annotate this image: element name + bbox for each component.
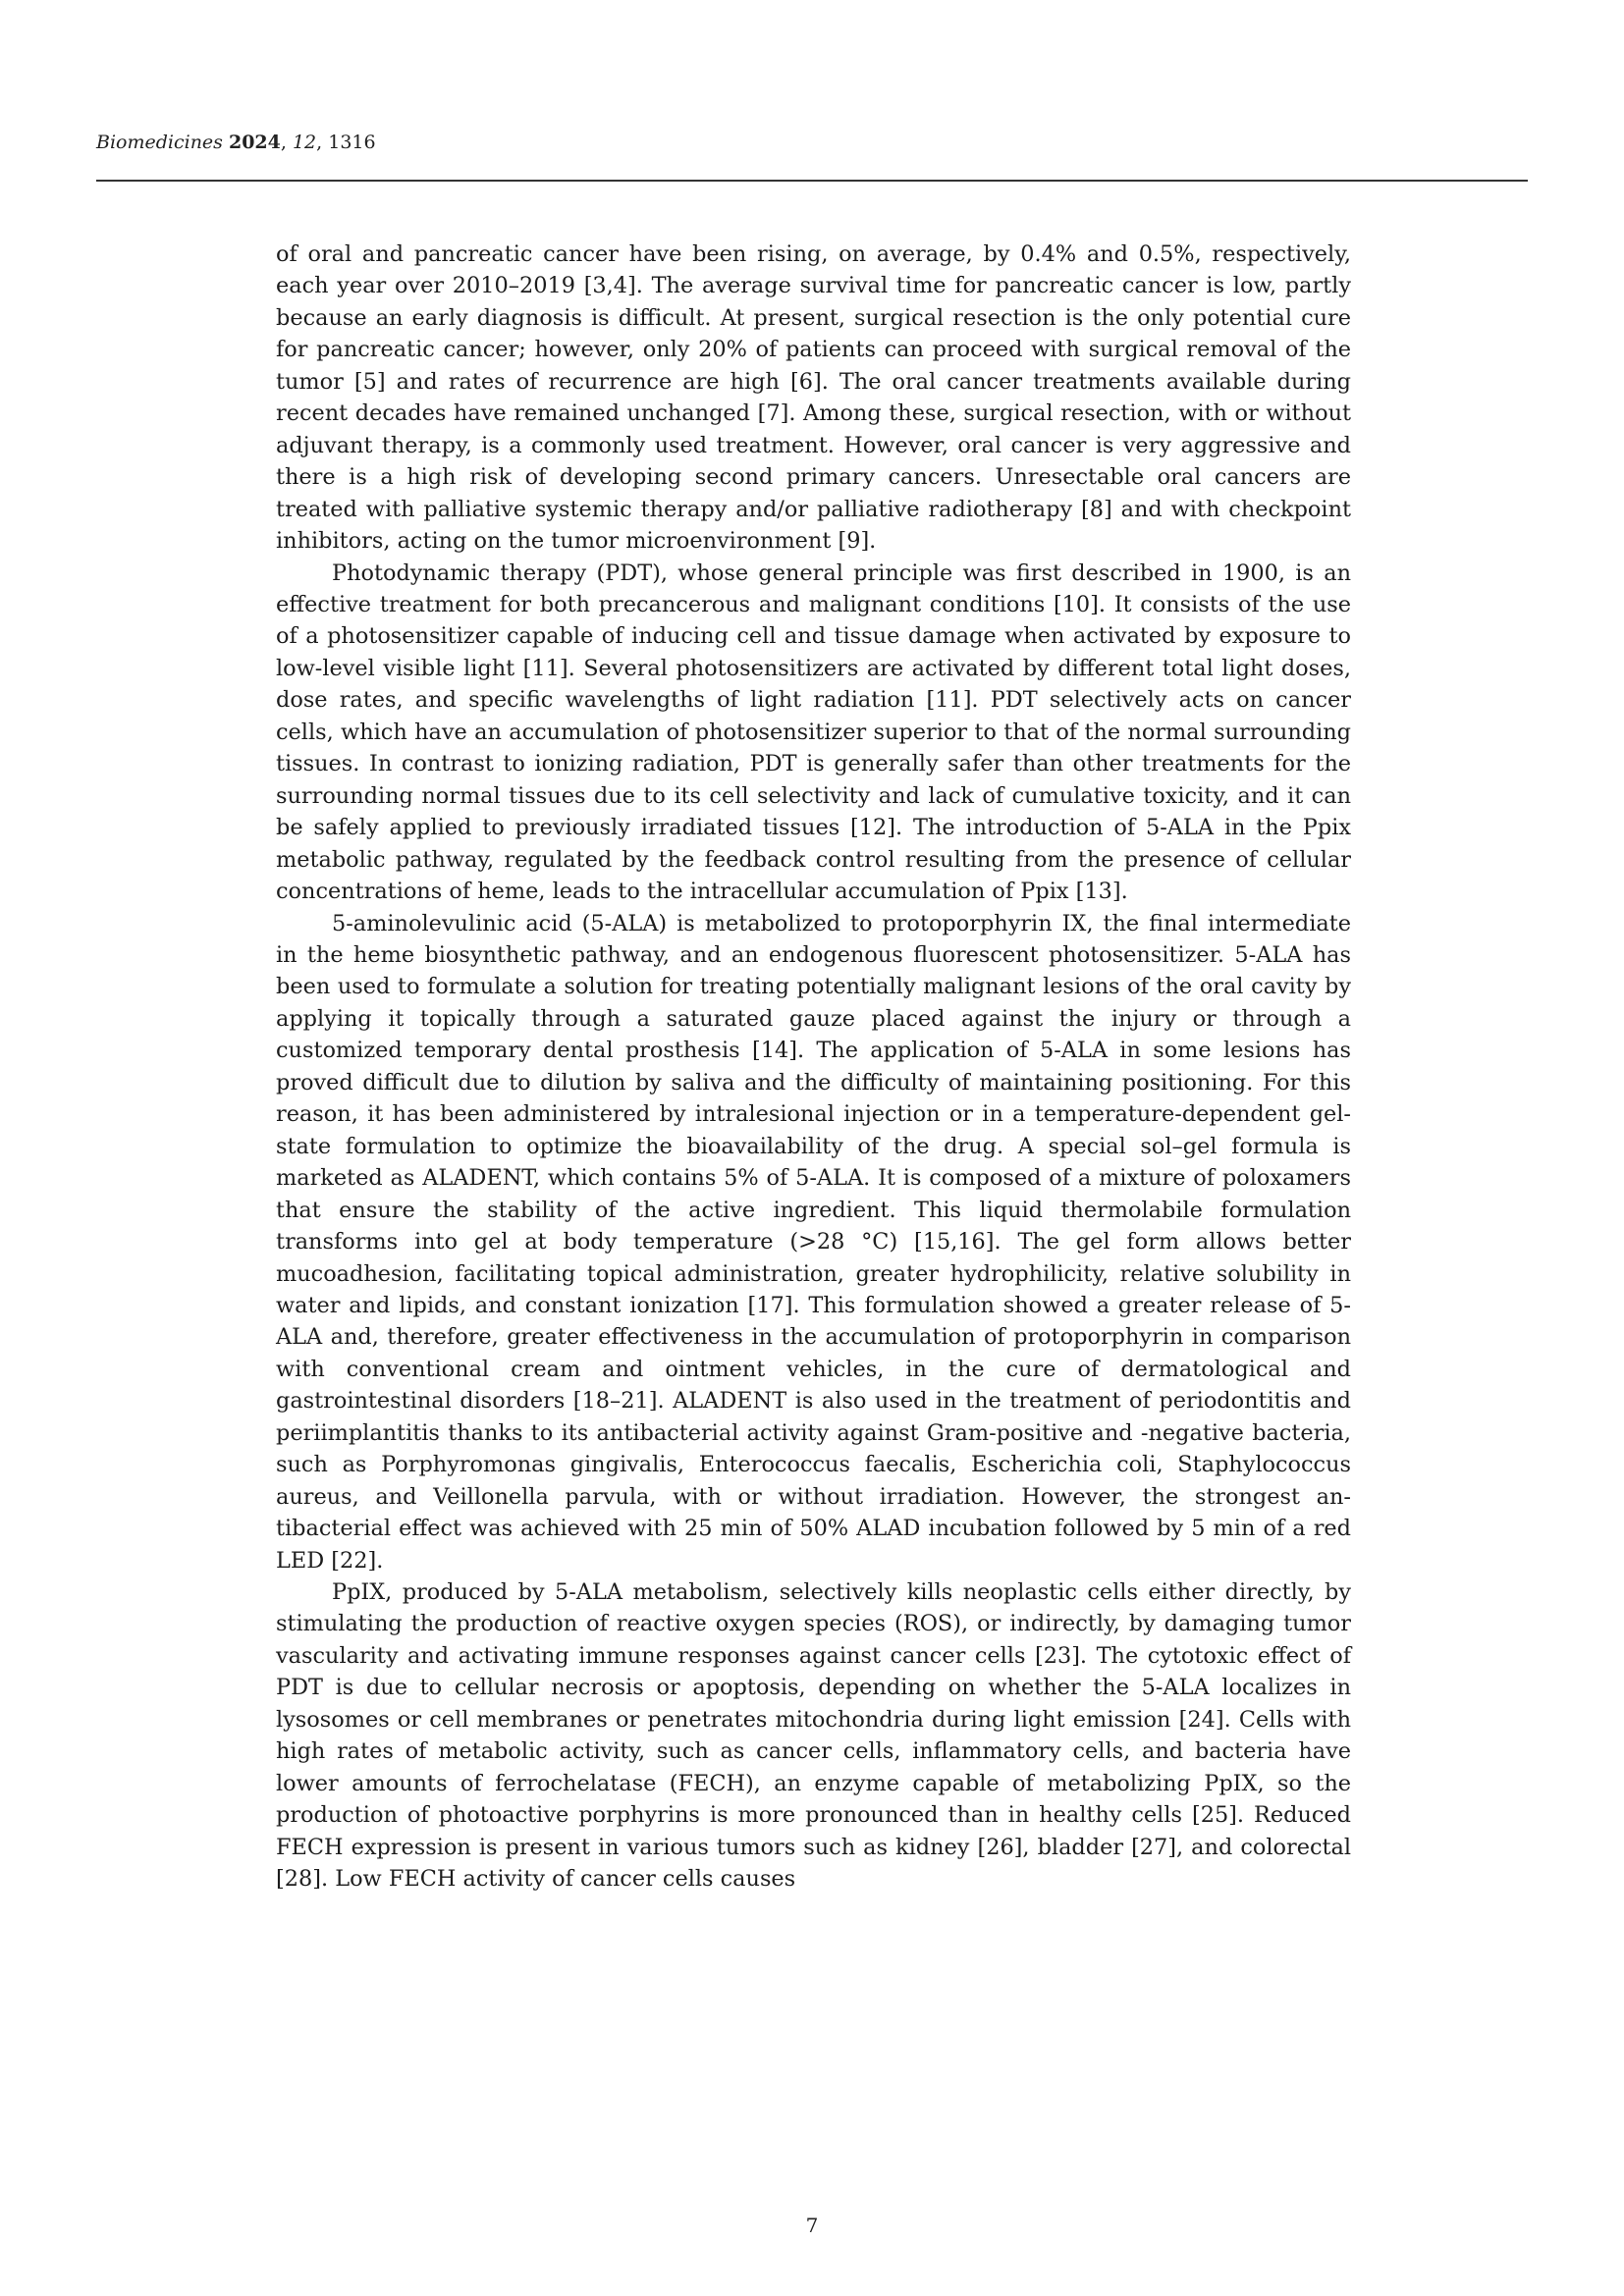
publication-year: 2024: [228, 132, 281, 153]
body-text: [276, 239, 1351, 1896]
running-header: [96, 132, 376, 153]
header-rule: [96, 180, 1528, 182]
page-number: 7: [805, 2214, 819, 2237]
paragraph: of oral and pancreatic cancer have been rising, on average, by 0.4% and 0.5%, respectively, each year over 2010–2019 [3,4]. The average survival time for pancreatic cancer is low, partly because an early diagnosis is difficult. At present, surgical resection is the only potential cure for pancreatic cancer; however, only 20% of patients can proceed with surgical removal of the tumor [5] and rates of recurrence are high [6]. The oral cancer treatments available during recent decades have remained unchanged [7]. Among these, surgical resection, with or without adjuvant therapy, is a commonly used treatment. However, oral cancer is very aggressive and there is a high risk of developing second primary cancers. Unresectable oral cancers are treated with palliative systemic therapy and/or palliative radiotherapy [8] and with checkpoint inhibitors, acting on the tumor microenvironment [9].: [276, 241, 1351, 555]
paragraph: 5-aminolevulinic acid (5-ALA) is metabolized to protoporphyrin IX, the final intermediate in the heme biosynthetic pathway, and an endogenous fluorescent photosensitizer. 5-ALA has been used to formulate a solution for treating potentially malignant lesions of the oral cavity by applying it topically through a saturated gauze placed against the injury or through a customized temporary dental prosthesis [14]. The application of 5-ALA in some lesions has proved difficult due to dilution by saliva and the difficulty of maintaining positioning. For this reason, it has been administered by intralesional injection or in a temperature-dependent gel-state formulation to optimize the bioavailability of the drug. A special sol–gel formula is marketed as ALADENT, which contains 5% of 5-ALA. It is composed of a mixture of poloxamers that ensure the stability of the active ingredient. This liquid thermolabile formulation transforms into gel at body temperature (>28 °C) [15,16]. The gel form allows better mucoadhesion, facilitating topical administration, greater hydrophilicity, relative solubility in water and lipids, and constant ionization [17]. This formulation showed a greater release of 5-ALA and, therefore, greater effectiveness in the accumulation of protoporphyrin in comparison with conventional cream and ointment vehicles, in the cure of dermatological and gastrointestinal disorders [18–21]. ALADENT is also used in the treatment of periodontitis and periimplantitis thanks to its antibacterial activity against Gram-positive and -negative bacteria, such as Porphyromonas gingivalis, Enterococcus faecalis, Escherichia coli, Staphylococcus aureus, and Veillonella parvula, with or without irradiation. However, the strongest antibacterial effect was achieved with 25 min of 50% ALAD incubation followed by 5 min of a red LED [22].: [276, 910, 1351, 1574]
journal-name: Biomedicines: [96, 132, 223, 153]
article-number: 1316: [328, 132, 376, 153]
header-separator: ,: [280, 132, 293, 153]
header-separator: ,: [316, 132, 329, 153]
paragraph: Photodynamic therapy (PDT), whose general principle was first described in 1900, is an effective treatment for both precancerous and malignant conditions [10]. It consists of the use of a photosensitizer capable of inducing cell and tissue damage when activated by exposure to low-level visible light [11]. Several photosensitizers are activated by different total light doses, dose rates, and specific wavelengths of light radiation [11]. PDT selectively acts on cancer cells, which have an accumulation of photosensitizer superior to that of the normal surrounding tissues. In contrast to ionizing radiation, PDT is generally safer than other treatments for the surrounding normal tissues due to its cell selectivity and lack of cumulative toxicity, and it can be safely applied to previously irradiated tissues [12]. The introduction of 5-ALA in the Ppix metabolic pathway, regulated by the feedback control resulting from the presence of cellular concentrations of heme, leads to the intracellular accumulation of Ppix [13].: [276, 560, 1351, 905]
volume-number: 12: [292, 132, 317, 153]
paragraph: PpIX, produced by 5-ALA metabolism, selectively kills neoplastic cells either directly, by stimulating the production of reactive oxygen species (ROS), or indirectly, by damaging tumor vascularity and activating immune responses against cancer cells [23]. The cytotoxic effect of PDT is due to cellular necrosis or apoptosis, depending on whether the 5-ALA localizes in lysosomes or cell membranes or penetrates mitochondria during light emission [24]. Cells with high rates of metabolic activity, such as cancer cells, inflammatory cells, and bacteria have lower amounts of ferrochelatase (FECH), an enzyme capable of metabolizing PpIX, so the production of photoactive porphyrins is more pronounced than in healthy cells [25]. Reduced FECH expression is present in various tumors such as kidney [26], bladder [27], and colorectal [28]. Low FECH activity of cancer cells causes: [276, 1579, 1351, 1893]
